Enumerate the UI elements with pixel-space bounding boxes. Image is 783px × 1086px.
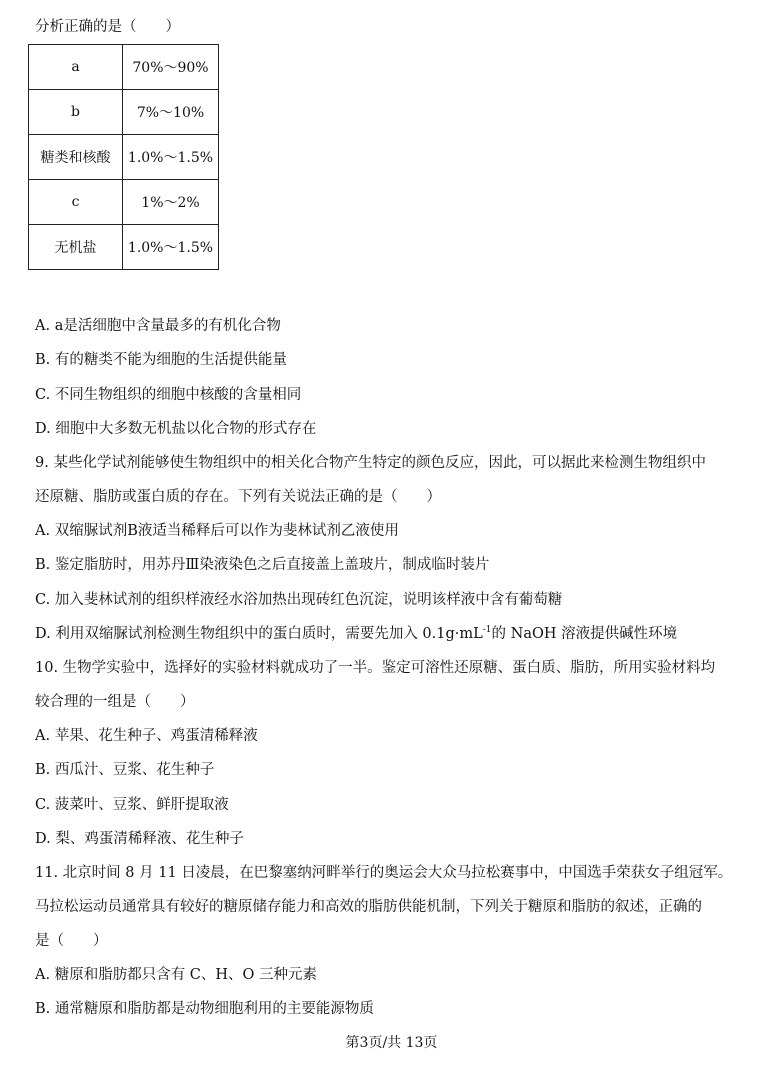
q9-option-d-superscript: -1 <box>482 625 492 636</box>
table-cell-label: 无机盐 <box>29 225 123 270</box>
q11-option-a: A. 糖原和脂肪都只含有 C、H、O 三种元素 <box>35 967 318 983</box>
q9-option-b: B. 鉴定脂肪时，用苏丹Ⅲ染液染色之后直接盖上盖玻片，制成临时装片 <box>35 557 490 573</box>
q11-stem-line3: 是（ ） <box>35 933 108 949</box>
question-intro: 分析正确的是（ ） <box>35 19 180 35</box>
q8-option-a: A. a是活细胞中含量最多的有机化合物 <box>35 318 281 334</box>
table-cell-value: 1.0%～1.5% <box>123 225 219 270</box>
q8-option-d: D. 细胞中大多数无机盐以化合物的形式存在 <box>35 421 317 437</box>
table-cell-label: c <box>29 180 123 225</box>
q10-option-c: C. 菠菜叶、豆浆、鲜肝提取液 <box>35 797 229 813</box>
content-table <box>28 44 219 270</box>
table-cell-value: 1%～2% <box>123 180 219 225</box>
page-footer: 第3页/共 13页 <box>345 1035 438 1051</box>
q9-option-c: C. 加入斐林试剂的组织样液经水浴加热出现砖红色沉淀，说明该样液中含有葡萄糖 <box>35 592 563 608</box>
q8-option-c: C. 不同生物组织的细胞中核酸的含量相同 <box>35 387 302 403</box>
q8-option-b: B. 有的糖类不能为细胞的生活提供能量 <box>35 352 287 368</box>
q9-option-d-tail: 的 NaOH 溶液提供碱性环境 <box>491 626 678 642</box>
q9-option-d <box>35 624 677 644</box>
table-cell-label: b <box>29 90 123 135</box>
q10-stem-line1: 10. 生物学实验中，选择好的实验材料就成功了一半。鉴定可溶性还原糖、蛋白质、脂肪，所用实验材料均 <box>35 660 716 676</box>
q10-option-b: B. 西瓜汁、豆浆、花生种子 <box>35 762 215 778</box>
table-row <box>29 135 219 180</box>
table-row <box>29 180 219 225</box>
table-row <box>29 90 219 135</box>
table-cell-value: 1.0%～1.5% <box>123 135 219 180</box>
q11-stem-line1: 11. 北京时间 8 月 11 日凌晨，在巴黎塞纳河畔举行的奥运会大众马拉松赛事中，中国选手荣获女子组冠军。 <box>35 865 733 881</box>
q9-option-a: A. 双缩脲试剂B液适当稀释后可以作为斐林试剂乙液使用 <box>35 523 399 539</box>
q9-stem-line2: 还原糖、脂肪或蛋白质的存在。下列有关说法正确的是（ ） <box>35 489 441 505</box>
q11-stem-line2: 马拉松运动员通常具有较好的糖原储存能力和高效的脂肪供能机制，下列关于糖原和脂肪的叙述，正确的 <box>35 899 702 915</box>
q10-option-d: D. 梨、鸡蛋清稀释液、花生种子 <box>35 831 244 847</box>
q11-option-b: B. 通常糖原和脂肪都是动物细胞利用的主要能源物质 <box>35 1001 374 1017</box>
table-cell-label: a <box>29 45 123 90</box>
q9-option-d-text: D. 利用双缩脲试剂检测生物组织中的蛋白质时，需要先加入 0.1g·mL <box>35 626 483 642</box>
q10-stem-line2: 较合理的一组是（ ） <box>35 694 195 710</box>
q10-option-a: A. 苹果、花生种子、鸡蛋清稀释液 <box>35 728 258 744</box>
q9-stem-line1: 9. 某些化学试剂能够使生物组织中的相关化合物产生特定的颜色反应，因此，可以据此来检测生物组织中 <box>35 455 706 471</box>
table-cell-value: 70%～90% <box>123 45 219 90</box>
table-cell-label: 糖类和核酸 <box>29 135 123 180</box>
table-cell-value: 7%～10% <box>123 90 219 135</box>
table-row <box>29 225 219 270</box>
table-row <box>29 45 219 90</box>
